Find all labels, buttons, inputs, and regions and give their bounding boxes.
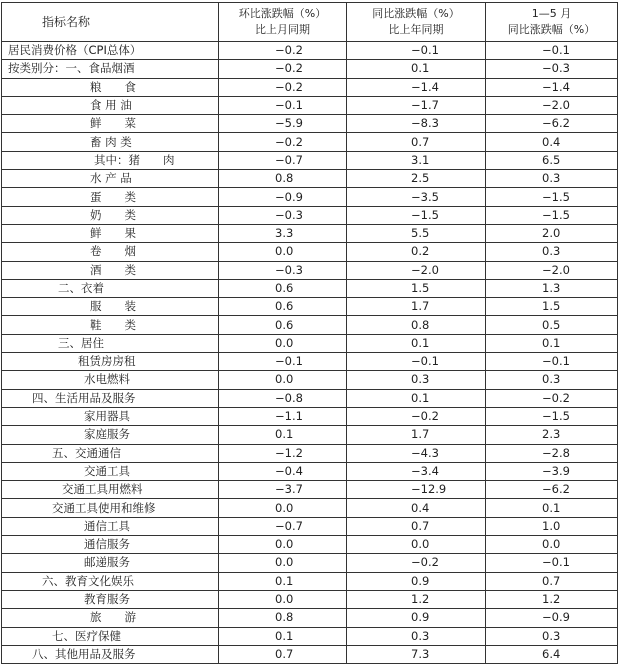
row-name: 七、医疗保健 (2, 627, 219, 645)
row-name: 通信工具 (2, 517, 219, 535)
table-row (2, 96, 618, 114)
row-name: 四、生活用品及服务 (2, 389, 219, 407)
row-ytd-value: −3.9 (486, 462, 618, 480)
row-yoy-value: 1.7 (347, 426, 486, 444)
row-name: 六、教育文化娱乐 (2, 572, 219, 590)
table-row (2, 206, 618, 224)
table-row (2, 389, 618, 407)
row-ytd-value: 6.5 (486, 151, 618, 169)
row-name: 畜 肉 类 (2, 133, 219, 151)
row-name: 按类别分：一、食品烟酒 (2, 60, 219, 78)
row-ytd-value: 0.0 (486, 536, 618, 554)
table-row (2, 444, 618, 462)
row-mom-value: 0.8 (219, 170, 347, 188)
row-mom-value: 0.6 (219, 316, 347, 334)
row-name: 交通工具使用和维修 (2, 499, 219, 517)
row-name: 租赁房房租 (2, 353, 219, 371)
table-row (2, 243, 618, 261)
table-row (2, 188, 618, 206)
row-ytd-value: 6.4 (486, 645, 618, 663)
table-row (2, 151, 618, 169)
row-name: 交通工具 (2, 462, 219, 480)
row-mom-value: 0.6 (219, 298, 347, 316)
row-mom-value: −0.7 (219, 517, 347, 535)
row-mom-value: −0.2 (219, 133, 347, 151)
row-mom-value: −0.1 (219, 96, 347, 114)
row-name: 食 用 油 (2, 96, 219, 114)
row-name: 卷 烟 (2, 243, 219, 261)
header-ytd-line2: 同比涨跌幅（%） (507, 23, 596, 36)
row-yoy-value: −0.1 (347, 353, 486, 371)
row-name: 二、衣着 (2, 279, 219, 297)
row-ytd-value: −0.1 (486, 42, 618, 60)
row-mom-value: 0.6 (219, 279, 347, 297)
row-yoy-value: −1.7 (347, 96, 486, 114)
row-yoy-value: 0.9 (347, 609, 486, 627)
table-row (2, 224, 618, 242)
row-name: 旅 游 (2, 609, 219, 627)
row-ytd-value: 0.1 (486, 499, 618, 517)
table-row (2, 371, 618, 389)
row-yoy-value: 0.3 (347, 627, 486, 645)
row-ytd-value: 0.3 (486, 170, 618, 188)
row-ytd-value: −2.0 (486, 96, 618, 114)
row-mom-value: −0.4 (219, 462, 347, 480)
row-ytd-value: −0.1 (486, 554, 618, 572)
header-indicator-name: 指标名称 (2, 3, 219, 42)
table-row (2, 279, 618, 297)
row-mom-value: 0.8 (219, 609, 347, 627)
row-name: 其中：猪 肉 (2, 151, 219, 169)
table-row (2, 627, 618, 645)
row-name: 居民消费价格（CPI总体） (2, 42, 219, 60)
row-name: 五、交通通信 (2, 444, 219, 462)
row-name: 通信服务 (2, 536, 219, 554)
row-mom-value: −0.1 (219, 353, 347, 371)
table-row (2, 590, 618, 608)
header-ytd-line1: 1—5 月 (531, 7, 572, 20)
header-yoy-line2: 比上年同期 (388, 23, 444, 36)
row-yoy-value: −8.3 (347, 115, 486, 133)
row-ytd-value: −1.5 (486, 407, 618, 425)
table-row (2, 499, 618, 517)
row-mom-value: −0.2 (219, 60, 347, 78)
row-yoy-value: −0.1 (347, 42, 486, 60)
table-row (2, 334, 618, 352)
row-mom-value: 0.0 (219, 590, 347, 608)
row-ytd-value: −0.3 (486, 60, 618, 78)
row-ytd-value: 1.0 (486, 517, 618, 535)
row-name: 鲜 菜 (2, 115, 219, 133)
row-ytd-value: −2.8 (486, 444, 618, 462)
row-yoy-value: 0.2 (347, 243, 486, 261)
row-ytd-value: −6.2 (486, 115, 618, 133)
table-row (2, 462, 618, 480)
row-ytd-value: 0.5 (486, 316, 618, 334)
table-body (2, 42, 618, 664)
row-yoy-value: 0.0 (347, 536, 486, 554)
row-mom-value: −1.2 (219, 444, 347, 462)
row-mom-value: −0.9 (219, 188, 347, 206)
row-yoy-value: 0.1 (347, 334, 486, 352)
row-yoy-value: 0.9 (347, 572, 486, 590)
row-name: 蛋 类 (2, 188, 219, 206)
row-ytd-value: 0.3 (486, 243, 618, 261)
table-row (2, 481, 618, 499)
row-yoy-value: −0.2 (347, 407, 486, 425)
row-name: 鞋 类 (2, 316, 219, 334)
row-yoy-value: 1.7 (347, 298, 486, 316)
table-row (2, 78, 618, 96)
table-row (2, 645, 618, 663)
row-mom-value: 0.0 (219, 554, 347, 572)
row-yoy-value: 0.7 (347, 517, 486, 535)
row-ytd-value: −6.2 (486, 481, 618, 499)
row-name: 教育服务 (2, 590, 219, 608)
row-yoy-value: −3.4 (347, 462, 486, 480)
row-name: 邮递服务 (2, 554, 219, 572)
row-yoy-value: −12.9 (347, 481, 486, 499)
row-name: 水 产 品 (2, 170, 219, 188)
row-name: 粮 食 (2, 78, 219, 96)
row-name: 交通工具用燃料 (2, 481, 219, 499)
row-yoy-value: 0.4 (347, 499, 486, 517)
row-mom-value: −0.2 (219, 42, 347, 60)
row-ytd-value: −0.9 (486, 609, 618, 627)
row-name: 三、居住 (2, 334, 219, 352)
row-mom-value: 0.0 (219, 243, 347, 261)
header-mom (219, 3, 347, 42)
header-mom-line2: 比上月同期 (255, 23, 310, 36)
table-row (2, 572, 618, 590)
row-yoy-value: 7.3 (347, 645, 486, 663)
table-row (2, 353, 618, 371)
table-header (2, 3, 618, 42)
row-mom-value: −1.1 (219, 407, 347, 425)
table-row (2, 517, 618, 535)
row-name: 水电燃料 (2, 371, 219, 389)
row-yoy-value: −0.2 (347, 554, 486, 572)
row-yoy-value: −3.5 (347, 188, 486, 206)
table-row (2, 170, 618, 188)
row-yoy-value: −1.5 (347, 206, 486, 224)
row-yoy-value: 0.8 (347, 316, 486, 334)
row-yoy-value: 0.1 (347, 389, 486, 407)
table-row (2, 609, 618, 627)
row-ytd-value: 1.5 (486, 298, 618, 316)
row-name: 酒 类 (2, 261, 219, 279)
row-ytd-value: 1.3 (486, 279, 618, 297)
row-mom-value: 0.1 (219, 572, 347, 590)
table-row (2, 115, 618, 133)
table-row (2, 133, 618, 151)
row-mom-value: −0.2 (219, 78, 347, 96)
table-row (2, 60, 618, 78)
table-row (2, 554, 618, 572)
row-yoy-value: 0.3 (347, 371, 486, 389)
row-yoy-value: 0.1 (347, 60, 486, 78)
row-mom-value: −0.3 (219, 261, 347, 279)
row-name: 奶 类 (2, 206, 219, 224)
row-yoy-value: 2.5 (347, 170, 486, 188)
row-mom-value: 0.0 (219, 334, 347, 352)
row-name: 家庭服务 (2, 426, 219, 444)
row-ytd-value: 0.1 (486, 334, 618, 352)
row-ytd-value: 1.2 (486, 590, 618, 608)
row-yoy-value: −4.3 (347, 444, 486, 462)
header-yoy (347, 3, 486, 42)
row-ytd-value: 0.3 (486, 371, 618, 389)
row-yoy-value: 5.5 (347, 224, 486, 242)
row-yoy-value: 1.2 (347, 590, 486, 608)
row-mom-value: 0.1 (219, 627, 347, 645)
row-name: 鲜 果 (2, 224, 219, 242)
row-ytd-value: 2.3 (486, 426, 618, 444)
row-yoy-value: 0.7 (347, 133, 486, 151)
row-ytd-value: −0.2 (486, 389, 618, 407)
header-yoy-line1: 同比涨跌幅（%） (372, 7, 460, 20)
header-row (2, 3, 618, 42)
row-yoy-value: 3.1 (347, 151, 486, 169)
table-row (2, 536, 618, 554)
table-row (2, 407, 618, 425)
row-ytd-value: −1.4 (486, 78, 618, 96)
row-mom-value: 3.3 (219, 224, 347, 242)
row-mom-value: −0.8 (219, 389, 347, 407)
table-row (2, 261, 618, 279)
row-ytd-value: 2.0 (486, 224, 618, 242)
row-ytd-value: −0.1 (486, 353, 618, 371)
row-name: 家用器具 (2, 407, 219, 425)
row-yoy-value: −1.4 (347, 78, 486, 96)
row-name: 服 装 (2, 298, 219, 316)
table-row (2, 316, 618, 334)
row-ytd-value: 0.4 (486, 133, 618, 151)
row-mom-value: −0.3 (219, 206, 347, 224)
row-ytd-value: −1.5 (486, 206, 618, 224)
row-mom-value: 0.0 (219, 371, 347, 389)
header-mom-line1: 环比涨跌幅（%） (238, 7, 327, 20)
header-ytd (486, 3, 618, 42)
row-mom-value: 0.0 (219, 499, 347, 517)
cpi-table (1, 2, 618, 664)
row-ytd-value: −1.5 (486, 188, 618, 206)
row-yoy-value: 1.5 (347, 279, 486, 297)
row-name: 八、其他用品及服务 (2, 645, 219, 663)
row-ytd-value: −2.0 (486, 261, 618, 279)
table-row (2, 42, 618, 60)
table-row (2, 426, 618, 444)
row-ytd-value: 0.7 (486, 572, 618, 590)
row-yoy-value: −2.0 (347, 261, 486, 279)
row-mom-value: −0.7 (219, 151, 347, 169)
row-mom-value: 0.7 (219, 645, 347, 663)
table-row (2, 298, 618, 316)
row-mom-value: −3.7 (219, 481, 347, 499)
row-mom-value: −5.9 (219, 115, 347, 133)
row-ytd-value: 0.3 (486, 627, 618, 645)
row-mom-value: 0.0 (219, 536, 347, 554)
row-mom-value: 0.1 (219, 426, 347, 444)
